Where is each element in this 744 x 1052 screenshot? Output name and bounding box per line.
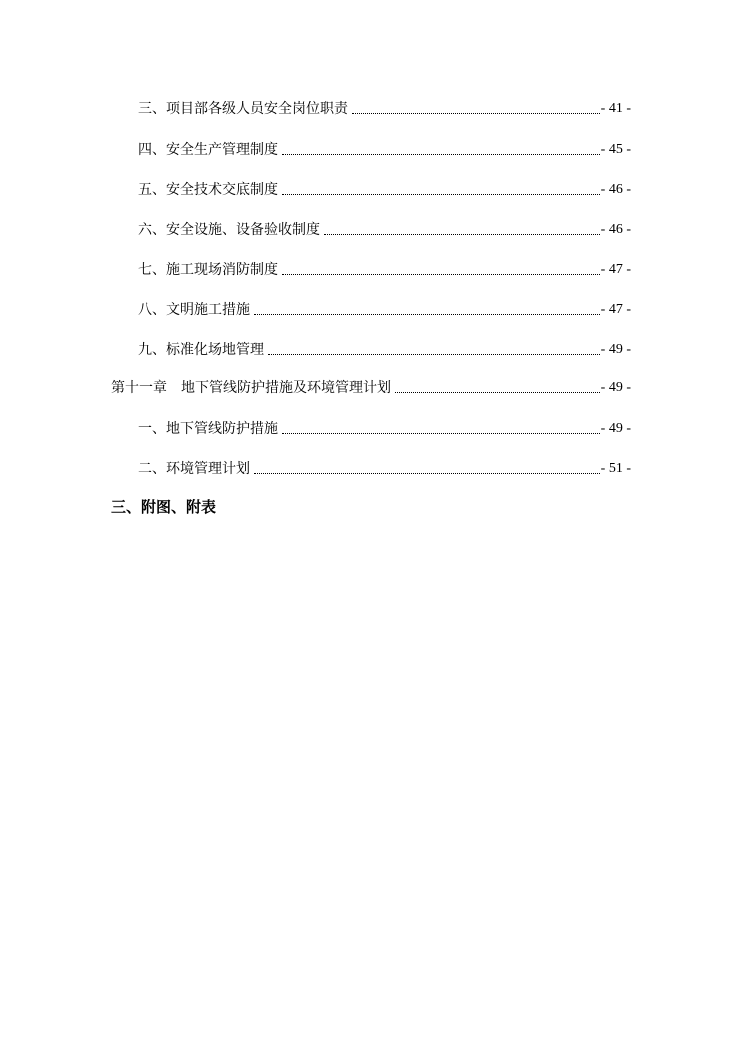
toc-entry[interactable] xyxy=(138,299,631,319)
toc-entry[interactable] xyxy=(138,139,631,159)
toc-entry[interactable] xyxy=(138,219,631,239)
toc-entry[interactable] xyxy=(138,259,631,279)
toc-dot-leader xyxy=(324,234,600,235)
toc-dot-leader xyxy=(254,473,600,474)
toc-entry[interactable] xyxy=(138,179,631,199)
toc-dot-leader xyxy=(282,154,600,155)
toc-dot-leader xyxy=(268,354,600,355)
toc-entry[interactable] xyxy=(138,418,631,438)
toc-entry-title: 一、地下管线防护措施 xyxy=(138,421,278,437)
toc-dot-leader xyxy=(352,113,600,114)
toc-entry-page: - 51 - xyxy=(600,461,631,476)
toc-entry-title: 七、施工现场消防制度 xyxy=(138,262,278,278)
toc-dot-leader xyxy=(282,194,600,195)
toc-chapter-entry[interactable] xyxy=(111,377,631,397)
toc-entry-page: - 47 - xyxy=(600,302,631,317)
toc-entry-page: - 41 - xyxy=(600,101,631,116)
toc-entry-page: - 46 - xyxy=(600,222,631,237)
toc-entry-title: 四、安全生产管理制度 xyxy=(138,142,278,158)
toc-dot-leader xyxy=(282,274,600,275)
toc-entry[interactable] xyxy=(138,98,631,118)
section-heading: 三、附图、附表 xyxy=(111,498,217,516)
toc-entry-page: - 49 - xyxy=(600,421,631,436)
toc-entry-page: - 49 - xyxy=(600,342,631,357)
toc-entry-title: 九、标准化场地管理 xyxy=(138,342,264,358)
toc-entry-page: - 45 - xyxy=(600,142,631,157)
toc-entry-title: 三、项目部各级人员安全岗位职责 xyxy=(138,101,348,117)
toc-dot-leader xyxy=(282,433,600,434)
toc-entry[interactable] xyxy=(138,458,631,478)
toc-entry-title: 二、环境管理计划 xyxy=(138,461,250,477)
toc-entry-page: - 46 - xyxy=(600,182,631,197)
toc-entry[interactable] xyxy=(138,339,631,359)
toc-entry-page: - 49 - xyxy=(600,380,631,395)
toc-entry-page: - 47 - xyxy=(600,262,631,277)
toc-entry-title: 第十一章 地下管线防护措施及环境管理计划 xyxy=(111,380,391,396)
toc-entry-title: 六、安全设施、设备验收制度 xyxy=(138,222,320,238)
toc-dot-leader xyxy=(254,314,600,315)
toc-entry-title: 八、文明施工措施 xyxy=(138,302,250,318)
toc-dot-leader xyxy=(395,392,600,393)
toc-entry-title: 五、安全技术交底制度 xyxy=(138,182,278,198)
